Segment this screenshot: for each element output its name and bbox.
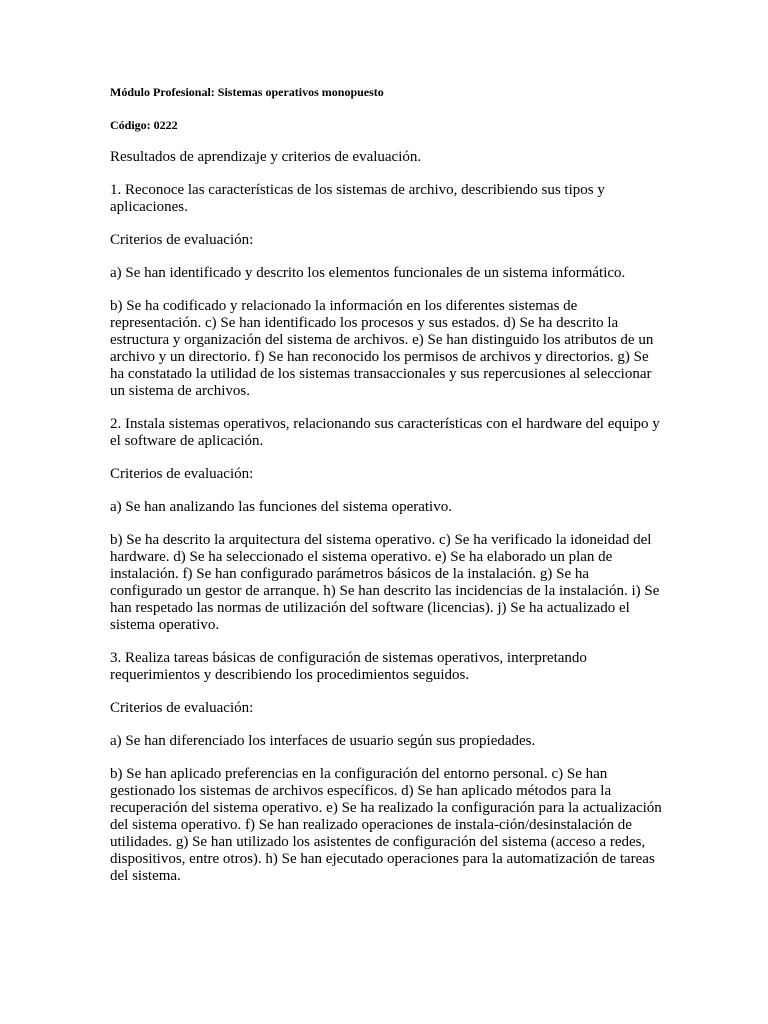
module-code: Código: 0222	[110, 118, 178, 132]
learning-outcome-2: 2. Instala sistemas operativos, relacionando sus características con el hardware del equipo y el software de aplicación.	[110, 416, 660, 449]
criteria-heading-2: Criterios de evaluación:	[110, 466, 254, 482]
criterion-3a: a) Se han diferenciado los interfaces de usuario según sus propiedades.	[110, 733, 536, 749]
learning-outcome-1: 1. Reconoce las características de los sistemas de archivo, describiendo sus tipos y aplicaciones.	[110, 182, 605, 215]
learning-outcome-3: 3. Realiza tareas básicas de configuración de sistemas operativos, interpretando requerimientos y describiendo los procedimientos seguidos.	[110, 650, 587, 683]
criteria-heading-3: Criterios de evaluación:	[110, 700, 254, 716]
criteria-list-1: b) Se ha codificado y relacionado la información en los diferentes sistemas de representación. c) Se han identificado los procesos y sus estados. d) Se ha descrito la estructura y organización del sistema de archivos. e) Se han distinguido los atributos de un archivo y un directorio. f) Se han reconocido los permisos de archivos y directorios. g) Se ha constatado la utilidad de los sistemas transaccionales y sus repercusiones al seleccionar un sistema de archivos.	[110, 298, 654, 399]
document-page	[110, 84, 662, 901]
criteria-heading-1: Criterios de evaluación:	[110, 232, 254, 248]
criterion-2a: a) Se han analizando las funciones del sistema operativo.	[110, 499, 452, 515]
criterion-1a: a) Se han identificado y descrito los elementos funcionales de un sistema informático.	[110, 265, 626, 281]
section-heading: Resultados de aprendizaje y criterios de evaluación.	[110, 149, 422, 165]
criteria-list-2: b) Se ha descrito la arquitectura del sistema operativo. c) Se ha verificado la idoneidad del hardware. d) Se ha seleccionado el sistema operativo. e) Se ha elaborado un plan de instalación. f) Se han configurado parámetros básicos de la instalación. g) Se ha configurado un gestor de arranque. h) Se han descrito las incidencias de la instalación. i) Se han respetado las normas de utilización del software (licencias). j) Se ha actualizado el sistema operativo.	[110, 532, 660, 633]
module-title: Módulo Profesional: Sistemas operativos monopuesto	[110, 85, 384, 99]
criteria-list-3: b) Se han aplicado preferencias en la configuración del entorno personal. c) Se han gestionado los sistemas de archivos específicos. d) Se han aplicado métodos para la recuperación del sistema operativo. e) Se ha realizado la configuración para la actualización del sistema operativo. f) Se han realizado operaciones de instala-ción/desinstalación de utilidades. g) Se han utilizado los asistentes de configuración del sistema (acceso a redes, dispositivos, entre otros). h) Se han ejecutado operaciones para la automatización de tareas del sistema.	[110, 766, 662, 884]
